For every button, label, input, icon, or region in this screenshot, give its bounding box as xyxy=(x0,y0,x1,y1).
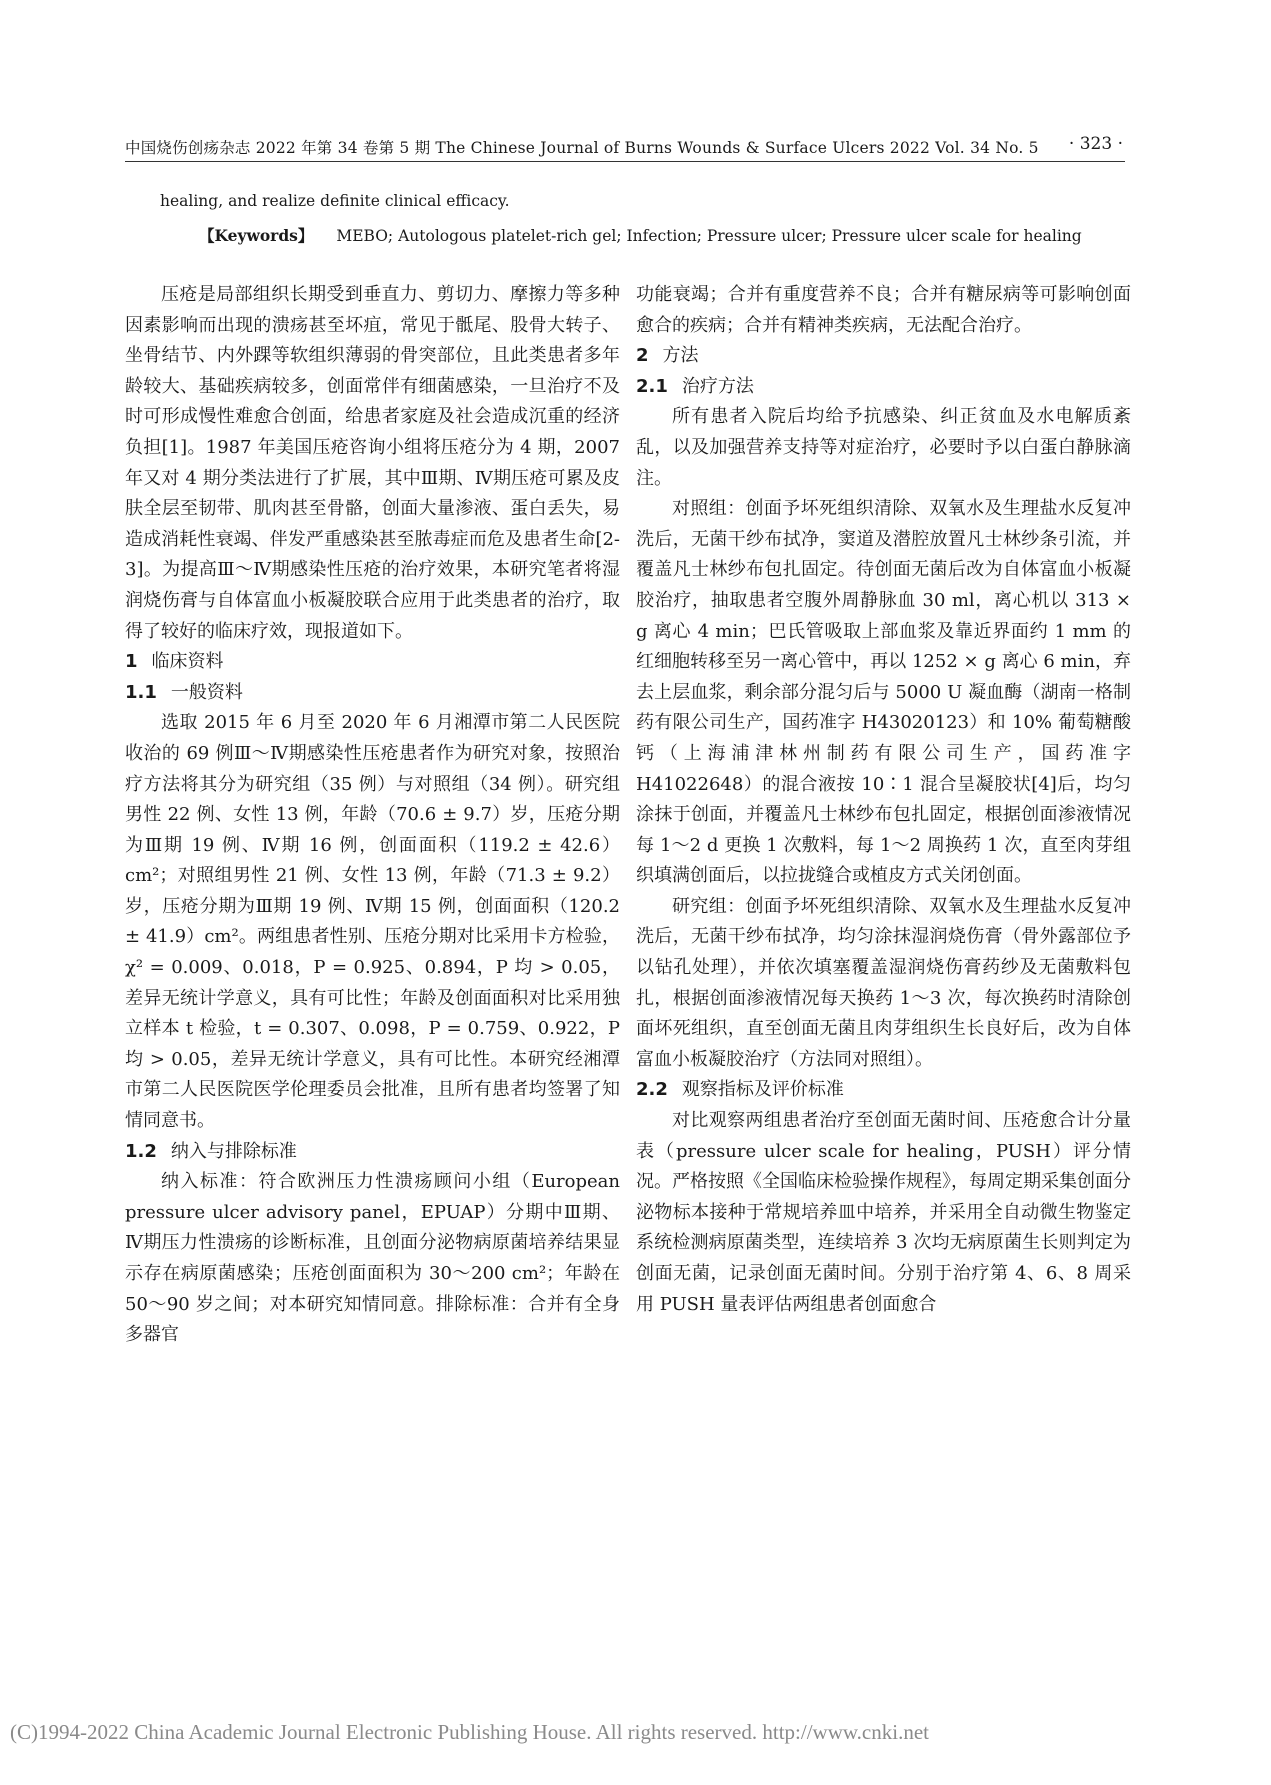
right-column xyxy=(636,280,1131,1320)
body-paragraph: 选取 2015 年 6 月至 2020 年 6 月湘潭市第二人民医院收治的 69 例Ⅲ～Ⅳ期感染性压疮患者作为研究对象，按照治疗方法将其分为研究组（35 例）与对照组（34 例）。研究组男性 22 例、女性 13 例，年龄（70.6 ± 9.7）岁，压疮分期为Ⅲ期 19 例、Ⅳ期 16 例，创面面积（119.2 ± 42.6）cm²；对照组男性 21 例、女性 13 例，年龄（71.3 ± 9.2）岁，压疮分期为Ⅲ期 19 例、Ⅳ期 15 例，创面面积（120.2 ± 41.9）cm²。两组患者性别、压疮分期对比采用卡方检验，χ² = 0.009、0.018，P = 0.925、0.894，P 均 > 0.05，差异无统计学意义，具有可比性；年龄及创面面积对比采用独立样本 t 检验，t = 0.307、0.098，P = 0.759、0.922，P 均 > 0.05，差异无统计学意义，具有可比性。本研究经湘潭市第二人民医院医学伦理委员会批准，且所有患者均签署了知情同意书。 xyxy=(125,712,620,1132)
page-number: · 323 · xyxy=(1068,134,1123,154)
subsection-title: 治疗方法 xyxy=(681,375,754,397)
section-number: 1 xyxy=(125,651,138,673)
subsection-number: 2.2 xyxy=(636,1079,668,1101)
copyright-footer: (C)1994-2022 China Academic Journal Electronic Publishing House. All rights reserved. http://www.cnki.net xyxy=(10,1720,929,1744)
section-title: 方法 xyxy=(662,345,699,367)
section-heading xyxy=(125,647,620,678)
subsection-heading xyxy=(125,678,620,709)
subsection-heading xyxy=(636,1075,1131,1106)
subsection-number: 1.2 xyxy=(125,1140,157,1162)
header-rule xyxy=(125,161,1125,162)
section-number: 2 xyxy=(636,345,649,367)
body-paragraph: 对比观察两组患者治疗至创面无菌时间、压疮愈合计分量表（pressure ulcer scale for healing，PUSH）评分情况。严格按照《全国临床检验操作规程》，每周定期采集创面分泌物标本接种于常规培养皿中培养，并采用全自动微生物鉴定系统检测病原菌类型，连续培养 3 次均无病原菌生长则判定为创面无菌，记录创面无菌时间。分别于治疗第 4、6、8 周采用 PUSH 量表评估两组患者创面愈合 xyxy=(636,1110,1131,1315)
abstract-tail: healing, and realize definite clinical efficacy. xyxy=(160,192,510,210)
subsection-title: 纳入与排除标准 xyxy=(170,1140,297,1162)
running-head: 中国烧伤创疡杂志 2022 年第 34 卷第 5 期 The Chinese Journal of Burns Wounds & Surface Ulcers 2022 Vol. 34 No. 5 xyxy=(125,139,1039,157)
body-paragraph: 研究组：创面予坏死组织清除、双氧水及生理盐水反复冲洗后，无菌干纱布拭净，均匀涂抹湿润烧伤膏（骨外露部位予以钻孔处理），并依次填塞覆盖湿润烧伤膏药纱及无菌敷料包扎，根据创面渗液情况每天换药 1～3 次，每次换药时清除创面坏死组织，直至创面无菌且肉芽组织生长良好后，改为自体富血小板凝胶治疗（方法同对照组）。 xyxy=(636,895,1131,1070)
body-paragraph: 对照组：创面予坏死组织清除、双氧水及生理盐水反复冲洗后，无菌干纱布拭净，窦道及潜腔放置凡士林纱条引流，并覆盖凡士林纱布包扎固定。待创面无菌后改为自体富血小板凝胶治疗，抽取患者空腹外周静脉血 30 ml，离心机以 313 × g 离心 4 min；巴氏管吸取上部血浆及靠近界面约 1 mm 的红细胞转移至另一离心管中，再以 1252 × g 离心 6 min，弃去上层血浆，剩余部分混匀后与 5000 U 凝血酶（湖南一格制药有限公司生产，国药准字 H43020123）和 10% 葡萄糖酸钙（上海浦津林州制药有限公司生产，国药准字 H41022648）的混合液按 10∶1 混合呈凝胶状[4]后，均匀涂抹于创面，并覆盖凡士林纱布包扎固定，根据创面渗液情况每 1～2 d 更换 1 次敷料，每 1～2 周换药 1 次，直至肉芽组织填满创面后，以拉拢缝合或植皮方式关闭创面。 xyxy=(636,498,1131,887)
keywords xyxy=(199,224,1082,246)
body-paragraph: 纳入标准：符合欧洲压力性溃疡顾问小组（European pressure ulcer advisory panel，EPUAP）分期中Ⅲ期、Ⅳ期压力性溃疡的诊断标准，且创面分泌物病原菌培养结果显示存在病原菌感染；压疮创面面积为 30～200 cm²；年龄在 50～90 岁之间；对本研究知情同意。排除标准：合并有全身多器官 xyxy=(125,1171,620,1346)
keywords-text: MEBO; Autologous platelet-rich gel; Infection; Pressure ulcer; Pressure ulcer scale for healing xyxy=(336,227,1082,245)
section-title: 临床资料 xyxy=(151,651,224,673)
subsection-number: 1.1 xyxy=(125,681,157,703)
section-heading xyxy=(636,341,1131,372)
body-paragraph: 所有患者入院后均给予抗感染、纠正贫血及水电解质紊乱，以及加强营养支持等对症治疗，必要时予以白蛋白静脉滴注。 xyxy=(636,406,1131,489)
subsection-number: 2.1 xyxy=(636,375,668,397)
subsection-heading xyxy=(636,372,1131,403)
body-paragraph: 功能衰竭；合并有重度营养不良；合并有糖尿病等可影响创面愈合的疾病；合并有精神类疾病，无法配合治疗。 xyxy=(636,284,1131,336)
subsection-heading xyxy=(125,1137,620,1168)
subsection-title: 观察指标及评价标准 xyxy=(681,1079,844,1101)
keywords-label: 【Keywords】 xyxy=(199,226,314,245)
intro-paragraph: 压疮是局部组织长期受到垂直力、剪切力、摩擦力等多种因素影响而出现的溃疡甚至坏疽，常见于骶尾、股骨大转子、坐骨结节、内外踝等软组织薄弱的骨突部位，且此类患者多年龄较大、基础疾病较多，创面常伴有细菌感染，一旦治疗不及时可形成慢性难愈合创面，给患者家庭及社会造成沉重的经济负担[1]。1987 年美国压疮咨询小组将压疮分为 4 期，2007 年又对 4 期分类法进行了扩展，其中Ⅲ期、Ⅳ期压疮可累及皮肤全层至韧带、肌肉甚至骨骼，创面大量渗液、蛋白丢失，易造成消耗性衰竭、伴发严重感染甚至脓毒症而危及患者生命[2-3]。为提高Ⅲ～Ⅳ期感染性压疮的治疗效果，本研究笔者将湿润烧伤膏与自体富血小板凝胶联合应用于此类患者的治疗，取得了较好的临床疗效，现报道如下。 xyxy=(125,284,620,642)
subsection-title: 一般资料 xyxy=(170,681,243,703)
left-column xyxy=(125,280,620,1351)
